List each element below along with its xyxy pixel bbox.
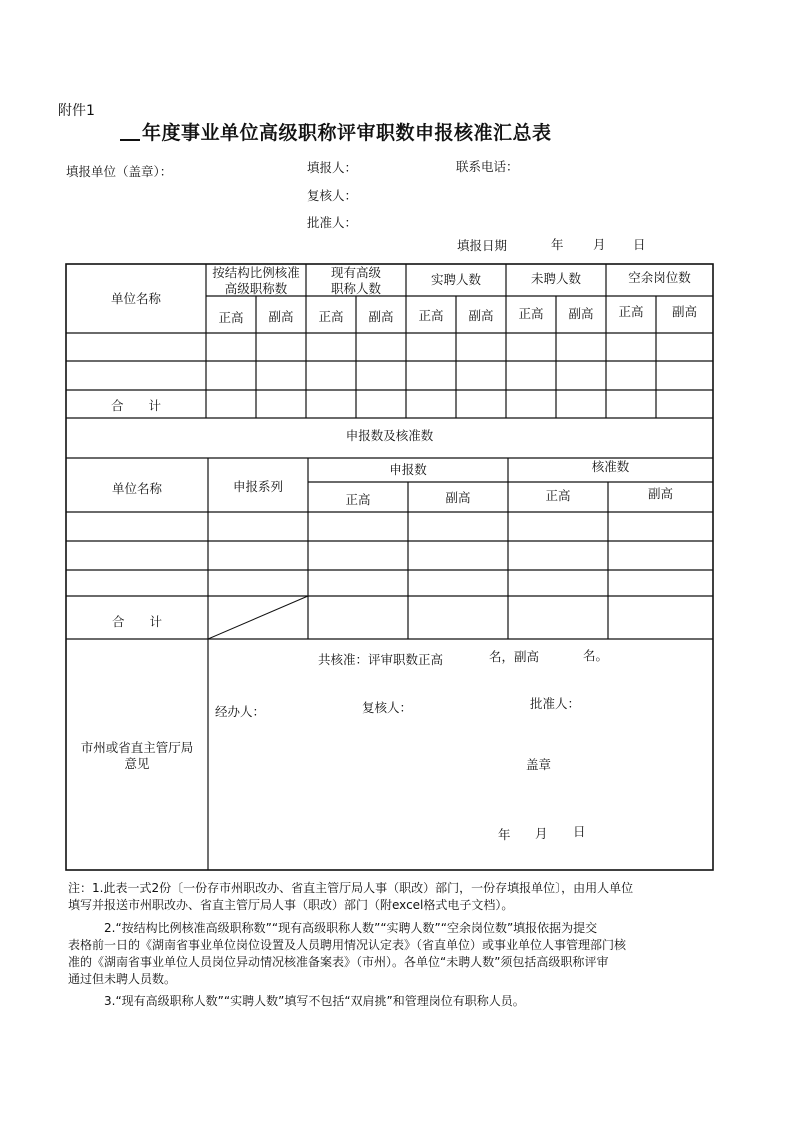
note-2-line-4: 通过但未聘人员数。 — [68, 972, 177, 986]
opinion-reviewer-label: 复核人： — [362, 700, 413, 715]
t1-unit-name-header: 单位名称 — [110, 291, 161, 306]
t2-sub-fu-1: 副高 — [445, 490, 471, 505]
opinion-label-l2: 意见 — [124, 756, 150, 771]
t2-total-label: 合 计 — [111, 614, 162, 629]
t1-col-existing-l1: 现有高级 — [330, 265, 381, 280]
t1-sub-fu-5: 副高 — [671, 304, 697, 319]
t1-sub-zheng-1: 正高 — [218, 310, 244, 325]
fill-date-year: 年 — [551, 237, 564, 252]
t2-unit-name-header: 单位名称 — [111, 481, 162, 496]
opinion-approval-text-c: 名。 — [583, 648, 609, 663]
opinion-label-l1: 市州或省直主管厅局 — [80, 740, 194, 755]
t1-sub-fu-3: 副高 — [468, 308, 494, 323]
t1-col-approved-structure — [206, 265, 306, 297]
t2-sub-fu-2: 副高 — [647, 486, 673, 501]
unit-label: 填报单位（盖章）： — [66, 164, 173, 179]
t2-sub-zheng-2: 正高 — [545, 488, 571, 503]
opinion-approval-text-a: 共核准：评审职数正高 — [318, 652, 444, 667]
t1-col-vacancies: 空余岗位数 — [628, 270, 691, 285]
t1-col-existing — [306, 265, 406, 297]
contact-label: 联系电话： — [456, 159, 519, 174]
note-2-line-2: 表格前一日的《湖南省事业单位岗位设置及人员聘用情况认定表》（省直单位）或事业单位人事管理部门核 — [68, 938, 627, 952]
t2-section-title: 申报数及核准数 — [345, 428, 434, 443]
fill-date-label: 填报日期 — [457, 238, 508, 253]
t1-sub-fu-1: 副高 — [268, 309, 294, 324]
note-1-line-2: 填写并报送市州职改办、省直主管厅局人事（职改）部门（附excel格式电子文档）。 — [68, 898, 514, 912]
t2-declared-header: 申报数 — [389, 462, 427, 477]
t2-series-header: 申报系列 — [232, 479, 283, 494]
attachment-label: 附件1 — [58, 103, 95, 119]
t1-sub-zheng-5: 正高 — [618, 304, 644, 319]
fill-date-day: 日 — [633, 237, 646, 252]
opinion-label — [66, 740, 208, 772]
fill-date-month: 月 — [593, 237, 606, 252]
t1-total-label: 合 计 — [110, 398, 161, 413]
note-2-line-3: 准的《湖南省事业单位人员岗位异动情况核准备案表》（市州）。各单位“未聘人数”须包括高级职称评审 — [68, 955, 609, 969]
opinion-approval-text-b: 名，副高 — [489, 649, 540, 664]
t1-sub-zheng-3: 正高 — [418, 308, 444, 323]
t1-sub-fu-4: 副高 — [568, 306, 594, 321]
filler-label: 填报人： — [307, 160, 358, 175]
opinion-date-year: 年 — [498, 827, 511, 842]
opinion-approver-label: 批准人： — [530, 696, 581, 711]
t2-sub-zheng-1: 正高 — [345, 492, 371, 507]
t1-col-approved-structure-l2: 高级职称数 — [224, 281, 288, 296]
t1-col-unemployed: 未聘人数 — [530, 271, 581, 286]
t2-approved-header: 核准数 — [591, 459, 630, 474]
note-1-line-1: 注：1.此表一式2份〔一份存市州职改办、省直主管厅局人事（职改）部门，一份存填报单位〕，由用人单位 — [68, 881, 634, 895]
reviewer-label: 复核人： — [307, 188, 358, 203]
note-2-line-1: 2.“按结构比例核准高级职称数”“现有高级职称人数”“实聘人数”“空余岗位数”填报依据为提交 — [104, 921, 598, 935]
t1-sub-fu-2: 副高 — [368, 309, 394, 324]
t1-col-existing-l2: 职称人数 — [330, 281, 381, 296]
opinion-date-month: 月 — [535, 826, 548, 841]
t1-col-approved-structure-l1: 按结构比例核准 — [212, 265, 300, 280]
note-3-line-1: 3.“现有高级职称人数”“实聘人数”填写不包括“双肩挑”和管理岗位有职称人员。 — [104, 994, 525, 1008]
t1-sub-zheng-2: 正高 — [318, 309, 344, 324]
title-text: 年度事业单位高级职称评审职数申报核准汇总表 — [142, 122, 552, 144]
opinion-seal-label: 盖章 — [526, 757, 552, 772]
opinion-date-day: 日 — [573, 824, 586, 839]
opinion-handler-label: 经办人： — [215, 704, 266, 719]
t1-col-employed: 实聘人数 — [430, 272, 481, 287]
approver-label: 批准人： — [307, 215, 358, 230]
t1-sub-zheng-4: 正高 — [518, 306, 544, 321]
